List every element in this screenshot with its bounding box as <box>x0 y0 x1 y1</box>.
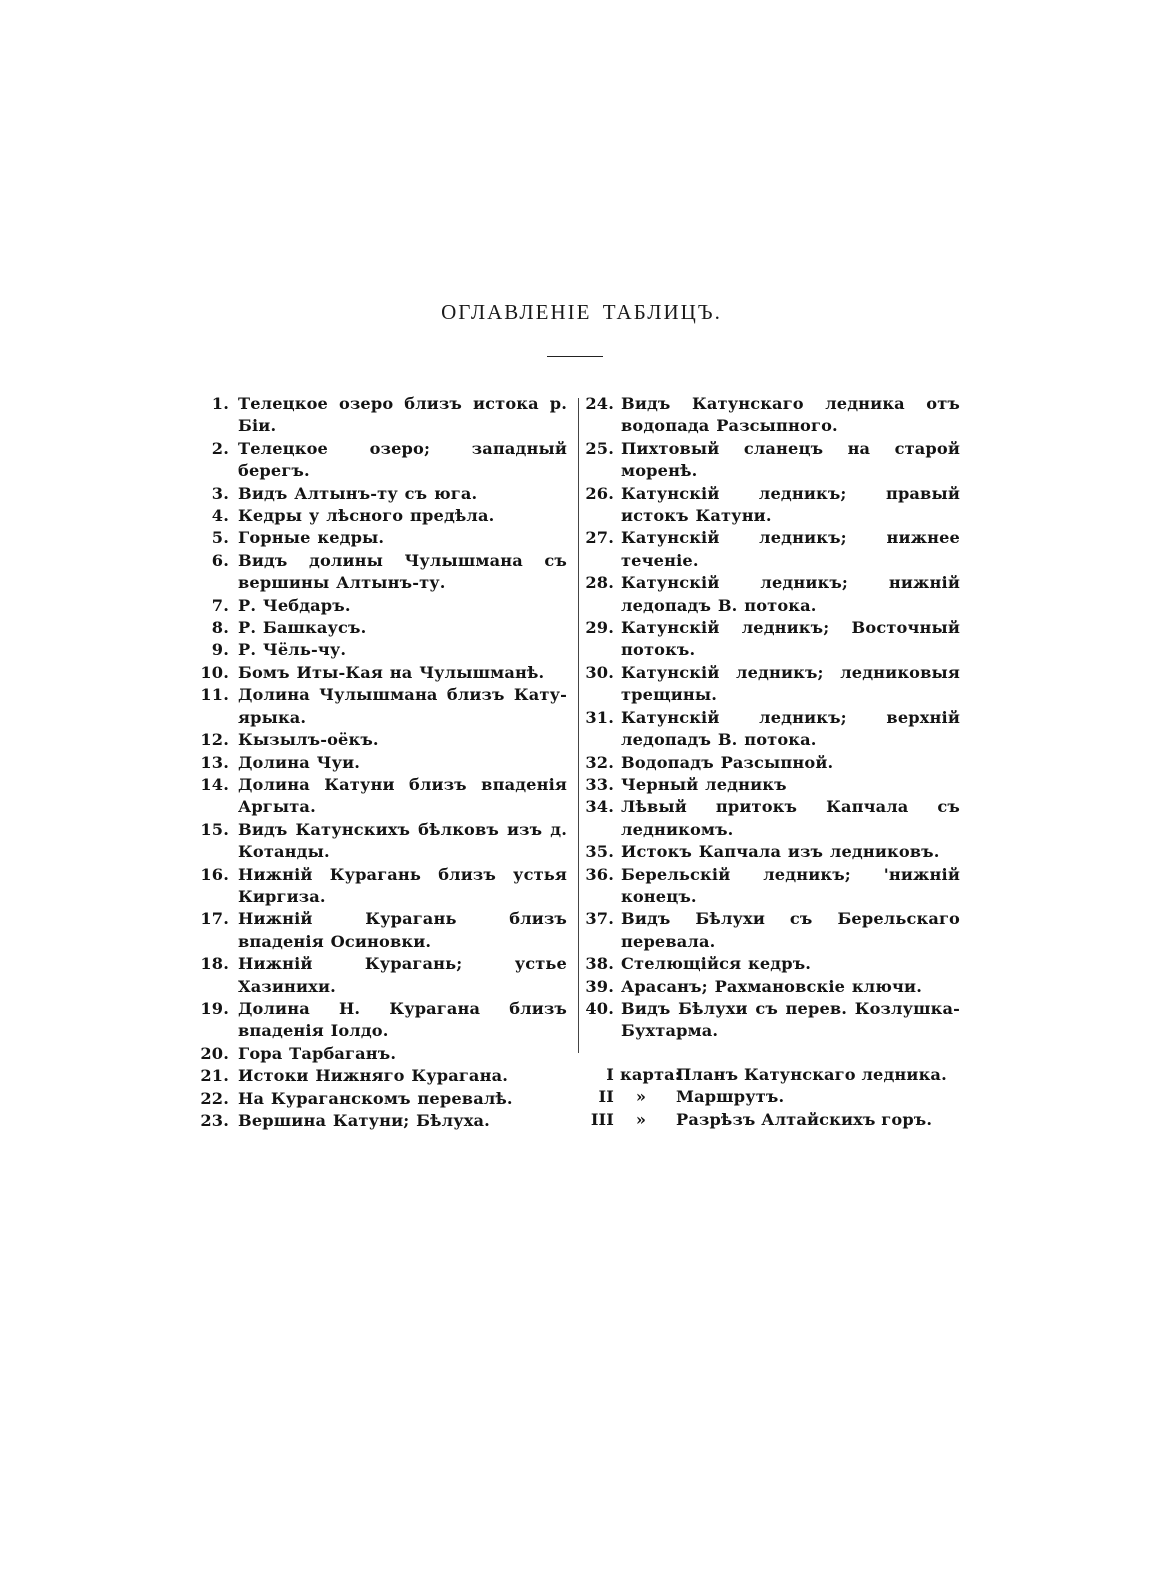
ditto-mark: » <box>635 1109 647 1129</box>
entry-text: Черный ледникъ <box>621 774 787 794</box>
toc-entry <box>580 483 960 528</box>
entry-number: 11. <box>200 685 229 705</box>
toc-entry <box>187 684 567 729</box>
title-rule <box>547 356 603 357</box>
entry-number: 12. <box>200 730 229 750</box>
entry-number: 31. <box>585 707 614 727</box>
map-entry <box>580 1109 960 1131</box>
entry-text: Видъ Катунскаго ледника отъ водопада Разсыпного. <box>621 394 960 436</box>
entry-number: 27. <box>585 528 614 548</box>
entry-text: Пихтовый сланецъ на старой моренѣ. <box>621 438 960 481</box>
entry-text: Видъ Алтынъ-ту съ юга. <box>238 483 478 503</box>
toc-entry <box>580 393 960 438</box>
entry-number: 3. <box>211 483 229 503</box>
toc-entry <box>580 438 960 483</box>
entry-number: 23. <box>200 1111 229 1130</box>
toc-entry <box>187 819 567 864</box>
maps-list <box>580 1064 960 1131</box>
entry-text: Долина Н. Курагана близъ впаденія Іолдо. <box>238 998 567 1041</box>
toc-entry <box>580 617 960 662</box>
entry-text: Вершина Катуни; Бѣлуха. <box>238 1111 490 1130</box>
map-roman-number: III <box>590 1109 614 1129</box>
map-kind: карта: <box>620 1064 681 1084</box>
toc-entry <box>187 752 567 774</box>
entry-text: Кызылъ-оёкъ. <box>238 730 379 750</box>
toc-entry <box>187 483 567 505</box>
toc-entry <box>580 796 960 841</box>
entry-text: Катунскій ледникъ; Восточный потокъ. <box>621 618 960 660</box>
entry-text: Долина Катуни близъ впаденія Аргыта. <box>238 774 567 817</box>
right-column <box>580 393 960 1131</box>
toc-entry <box>580 998 960 1043</box>
entry-text: Р. Чёль-чу. <box>238 640 347 660</box>
entry-text: Долина Чулышмана близъ Кату-ярыка. <box>238 685 567 727</box>
entry-number: 38. <box>585 954 614 974</box>
entry-text: Катунскій ледникъ; верхній ледопадъ В. потока. <box>621 707 960 750</box>
toc-entry <box>187 1043 567 1065</box>
entry-number: 28. <box>585 573 614 593</box>
toc-entry <box>187 998 567 1043</box>
entry-number: 4. <box>211 506 229 526</box>
entry-number: 33. <box>585 774 614 794</box>
entry-text: Берельскій ледникъ; 'нижній конецъ. <box>621 864 960 906</box>
map-roman-number: II <box>598 1087 614 1107</box>
toc-entry <box>580 707 960 752</box>
toc-entry <box>187 527 567 549</box>
entry-number: 21. <box>200 1066 229 1086</box>
entry-text: На Кураганскомъ перевалѣ. <box>238 1088 513 1108</box>
entry-number: 7. <box>211 595 229 615</box>
toc-entry <box>187 662 567 684</box>
entry-number: 16. <box>200 864 229 884</box>
entry-text: Видъ Бѣлухи съ Берельскаго перевала. <box>621 909 960 951</box>
entry-text: Гора Тарбаганъ. <box>238 1043 397 1063</box>
entry-text: Катунскій ледникъ; нижнее теченіе. <box>621 528 960 570</box>
map-title: Маршрутъ. <box>676 1087 785 1107</box>
entry-text: Лѣвый притокъ Капчала съ ледникомъ. <box>621 797 960 839</box>
entry-text: Нижній Курагань; устье Хазинихи. <box>238 954 567 996</box>
toc-entry <box>187 908 567 953</box>
toc-entry <box>580 752 960 774</box>
toc-entry <box>187 774 567 819</box>
entry-number: 19. <box>200 998 229 1018</box>
entry-text: Кедры у лѣсного предѣла. <box>238 506 495 526</box>
toc-entry <box>580 774 960 796</box>
entry-number: 32. <box>585 752 614 772</box>
entry-text: Долина Чуи. <box>238 752 361 772</box>
entry-text: Катунскій ледникъ; ледниковыя трещины. <box>621 662 960 705</box>
page-title: ОГЛАВЛЕНІЕ ТАБЛИЦЪ. <box>441 300 722 324</box>
toc-entry <box>187 550 567 595</box>
toc-entry <box>580 527 960 572</box>
entry-text: Телецкое озеро; западный берегъ. <box>238 438 567 481</box>
toc-entry <box>580 572 960 617</box>
toc-entry <box>187 1065 567 1087</box>
entry-number: 18. <box>200 954 229 974</box>
toc-entry <box>580 908 960 953</box>
toc-entry <box>187 505 567 527</box>
entry-number: 14. <box>200 774 229 794</box>
map-entry <box>580 1064 960 1086</box>
entry-text: Видъ Катунскихъ бѣлковъ изъ д. Котанды. <box>238 819 567 862</box>
map-title: Разрѣзъ Алтайскихъ горъ. <box>676 1109 933 1129</box>
left-column <box>187 393 567 1132</box>
entry-text: Катунскій ледникъ; правый истокъ Катуни. <box>621 483 960 526</box>
entry-number: 13. <box>200 752 229 772</box>
entry-number: 17. <box>200 909 229 929</box>
entry-text: Катунскій ледникъ; нижній ледопадъ В. потока. <box>621 573 960 615</box>
entry-text: Нижній Курагань близъ устья Киргиза. <box>238 864 567 906</box>
toc-entry <box>187 1110 567 1132</box>
entry-text: Стелющійся кедръ. <box>621 954 812 974</box>
ditto-mark: » <box>635 1087 647 1107</box>
column-divider <box>578 398 579 1053</box>
entry-number: 24. <box>585 394 614 413</box>
entry-text: Истокъ Капчала изъ ледниковъ. <box>621 842 940 862</box>
entry-number: 1. <box>211 394 229 413</box>
toc-entry <box>187 1088 567 1110</box>
toc-entry <box>580 953 960 975</box>
entry-number: 10. <box>200 662 229 682</box>
entry-number: 5. <box>211 528 229 548</box>
toc-entry <box>187 639 567 661</box>
entry-text: Р. Башкаусъ. <box>238 618 367 638</box>
entry-text: Видъ Бѣлухи съ перев. Козлушка-Бухтарма. <box>621 998 960 1041</box>
entry-number: 9. <box>211 640 229 660</box>
entry-number: 2. <box>211 438 229 458</box>
entry-text: Нижній Курагань близъ впаденія Осиновки. <box>238 909 567 951</box>
toc-entry <box>580 841 960 863</box>
toc-entry <box>187 393 567 438</box>
toc-entry <box>580 662 960 707</box>
entry-number: 39. <box>585 976 614 996</box>
entry-text: Видъ долины Чулышмана съ вершины Алтынъ-ту. <box>238 550 567 593</box>
map-title: Планъ Катунскаго ледника. <box>676 1064 947 1084</box>
right-entries <box>580 393 960 1043</box>
toc-entry <box>580 976 960 998</box>
entry-number: 6. <box>211 550 229 570</box>
entry-text: Р. Чебдаръ. <box>238 595 351 615</box>
entry-number: 35. <box>585 842 614 862</box>
entry-number: 26. <box>585 483 614 503</box>
entry-text: Водопадъ Разсыпной. <box>621 752 834 772</box>
entry-number: 34. <box>585 797 614 817</box>
toc-entry <box>187 438 567 483</box>
toc-entry <box>187 729 567 751</box>
entry-number: 37. <box>585 909 614 929</box>
entry-number: 20. <box>200 1043 229 1063</box>
entry-number: 22. <box>200 1088 229 1108</box>
entry-text: Горные кедры. <box>238 528 385 548</box>
toc-entry <box>187 595 567 617</box>
entry-number: 40. <box>585 998 614 1018</box>
map-roman-number: I <box>606 1064 614 1084</box>
toc-entry <box>187 617 567 639</box>
map-entry <box>580 1086 960 1108</box>
entry-text: Телецкое озеро близъ истока р. Біи. <box>238 394 567 436</box>
entry-number: 15. <box>200 819 229 839</box>
toc-entry <box>187 953 567 998</box>
entry-number: 30. <box>585 662 614 682</box>
entry-text: Арасанъ; Рахмановскіе ключи. <box>621 976 922 996</box>
entry-number: 36. <box>585 864 614 884</box>
entry-number: 25. <box>585 438 614 458</box>
entry-number: 29. <box>585 618 614 638</box>
toc-entry <box>580 864 960 909</box>
entry-number: 8. <box>211 618 229 638</box>
entry-text: Истоки Нижняго Курагана. <box>238 1066 508 1086</box>
entry-text: Бомъ Иты-Кая на Чулышманѣ. <box>238 662 545 682</box>
toc-entry <box>187 864 567 909</box>
